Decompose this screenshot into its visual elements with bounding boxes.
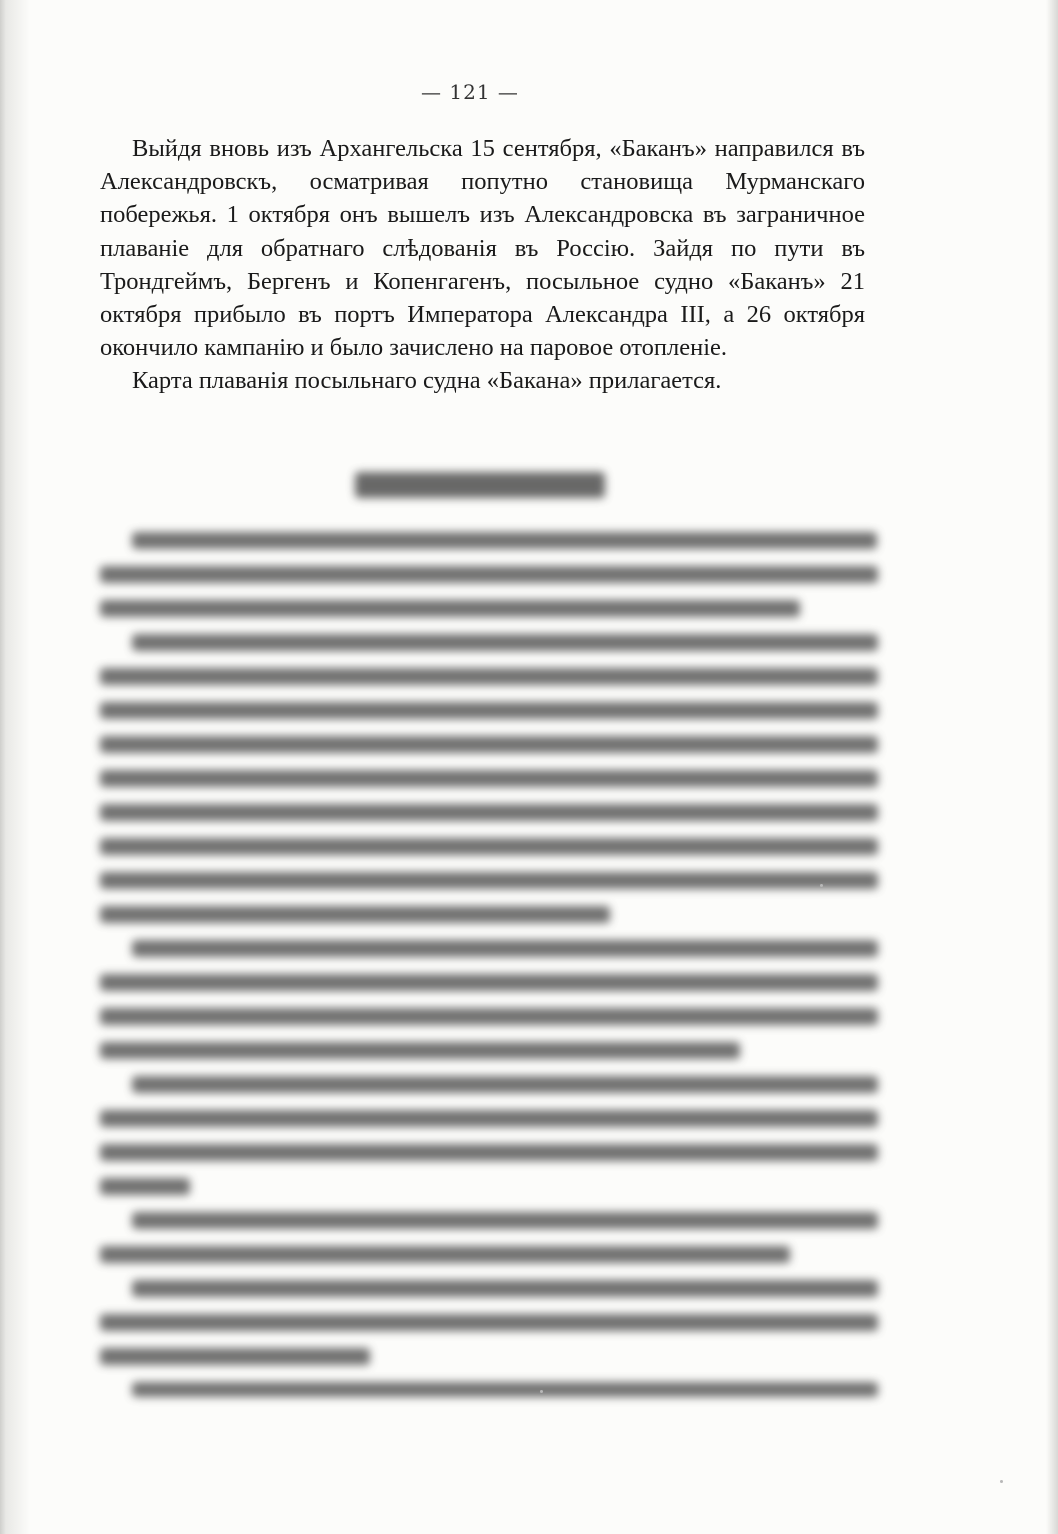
- scan-speck: [540, 1390, 543, 1393]
- paragraph-2: Карта плаванiя посыльнаго судна «Бакана» прилагается.: [132, 367, 722, 395]
- blurred-line: [100, 1246, 790, 1263]
- main-text: [100, 132, 865, 398]
- blurred-line: [100, 1348, 370, 1365]
- blurred-line: [100, 906, 610, 923]
- blurred-line: [100, 1178, 190, 1195]
- blurred-line: [132, 532, 877, 549]
- blurred-line: [132, 1280, 878, 1297]
- scan-speck: [1000, 1480, 1003, 1483]
- blurred-line: [132, 634, 878, 651]
- paragraph-1: Выйдя вновь изъ Архангельска 15 сентября, «Баканъ» направился въ Александровскъ, осматривая попутно становища Мурманскаго побережья. 1 октября онъ вышелъ изъ Александровска въ заграничное плаванiе для обратнаго слѣдованiя въ Россiю. Зайдя по пути въ Трондгеймъ, Бергенъ и Копенгагенъ, посыльное судно «Баканъ» 21 октября прибыло въ портъ Императора Александра III, а 26 октября окончило кампанiю и было зачислено на паровое отопленiе.: [100, 135, 865, 362]
- blurred-line: [100, 1314, 878, 1331]
- blurred-line: [100, 702, 878, 719]
- blurred-line: [100, 668, 878, 685]
- scan-shadow-right: [1046, 0, 1058, 1534]
- blurred-line: [100, 872, 878, 889]
- blurred-line: [100, 600, 800, 617]
- blurred-line: [100, 974, 878, 991]
- blurred-line: [100, 566, 878, 583]
- blurred-line: [100, 770, 878, 787]
- blurred-line: [100, 804, 878, 821]
- blurred-line: [100, 736, 878, 753]
- blurred-heading: [355, 472, 605, 498]
- blurred-line: [100, 1008, 878, 1025]
- blurred-line: [132, 1212, 878, 1229]
- scan-speck: [820, 884, 823, 887]
- blurred-line: [132, 1382, 878, 1397]
- scan-shadow-left: [0, 0, 30, 1534]
- blurred-line: [100, 1042, 740, 1059]
- blurred-line: [100, 1144, 878, 1161]
- blurred-line: [100, 838, 878, 855]
- page-number: — 121 —: [421, 80, 519, 104]
- blurred-line: [132, 940, 878, 957]
- blurred-line: [100, 1110, 878, 1127]
- blurred-line: [132, 1076, 878, 1093]
- blurred-text-section: [100, 462, 880, 1402]
